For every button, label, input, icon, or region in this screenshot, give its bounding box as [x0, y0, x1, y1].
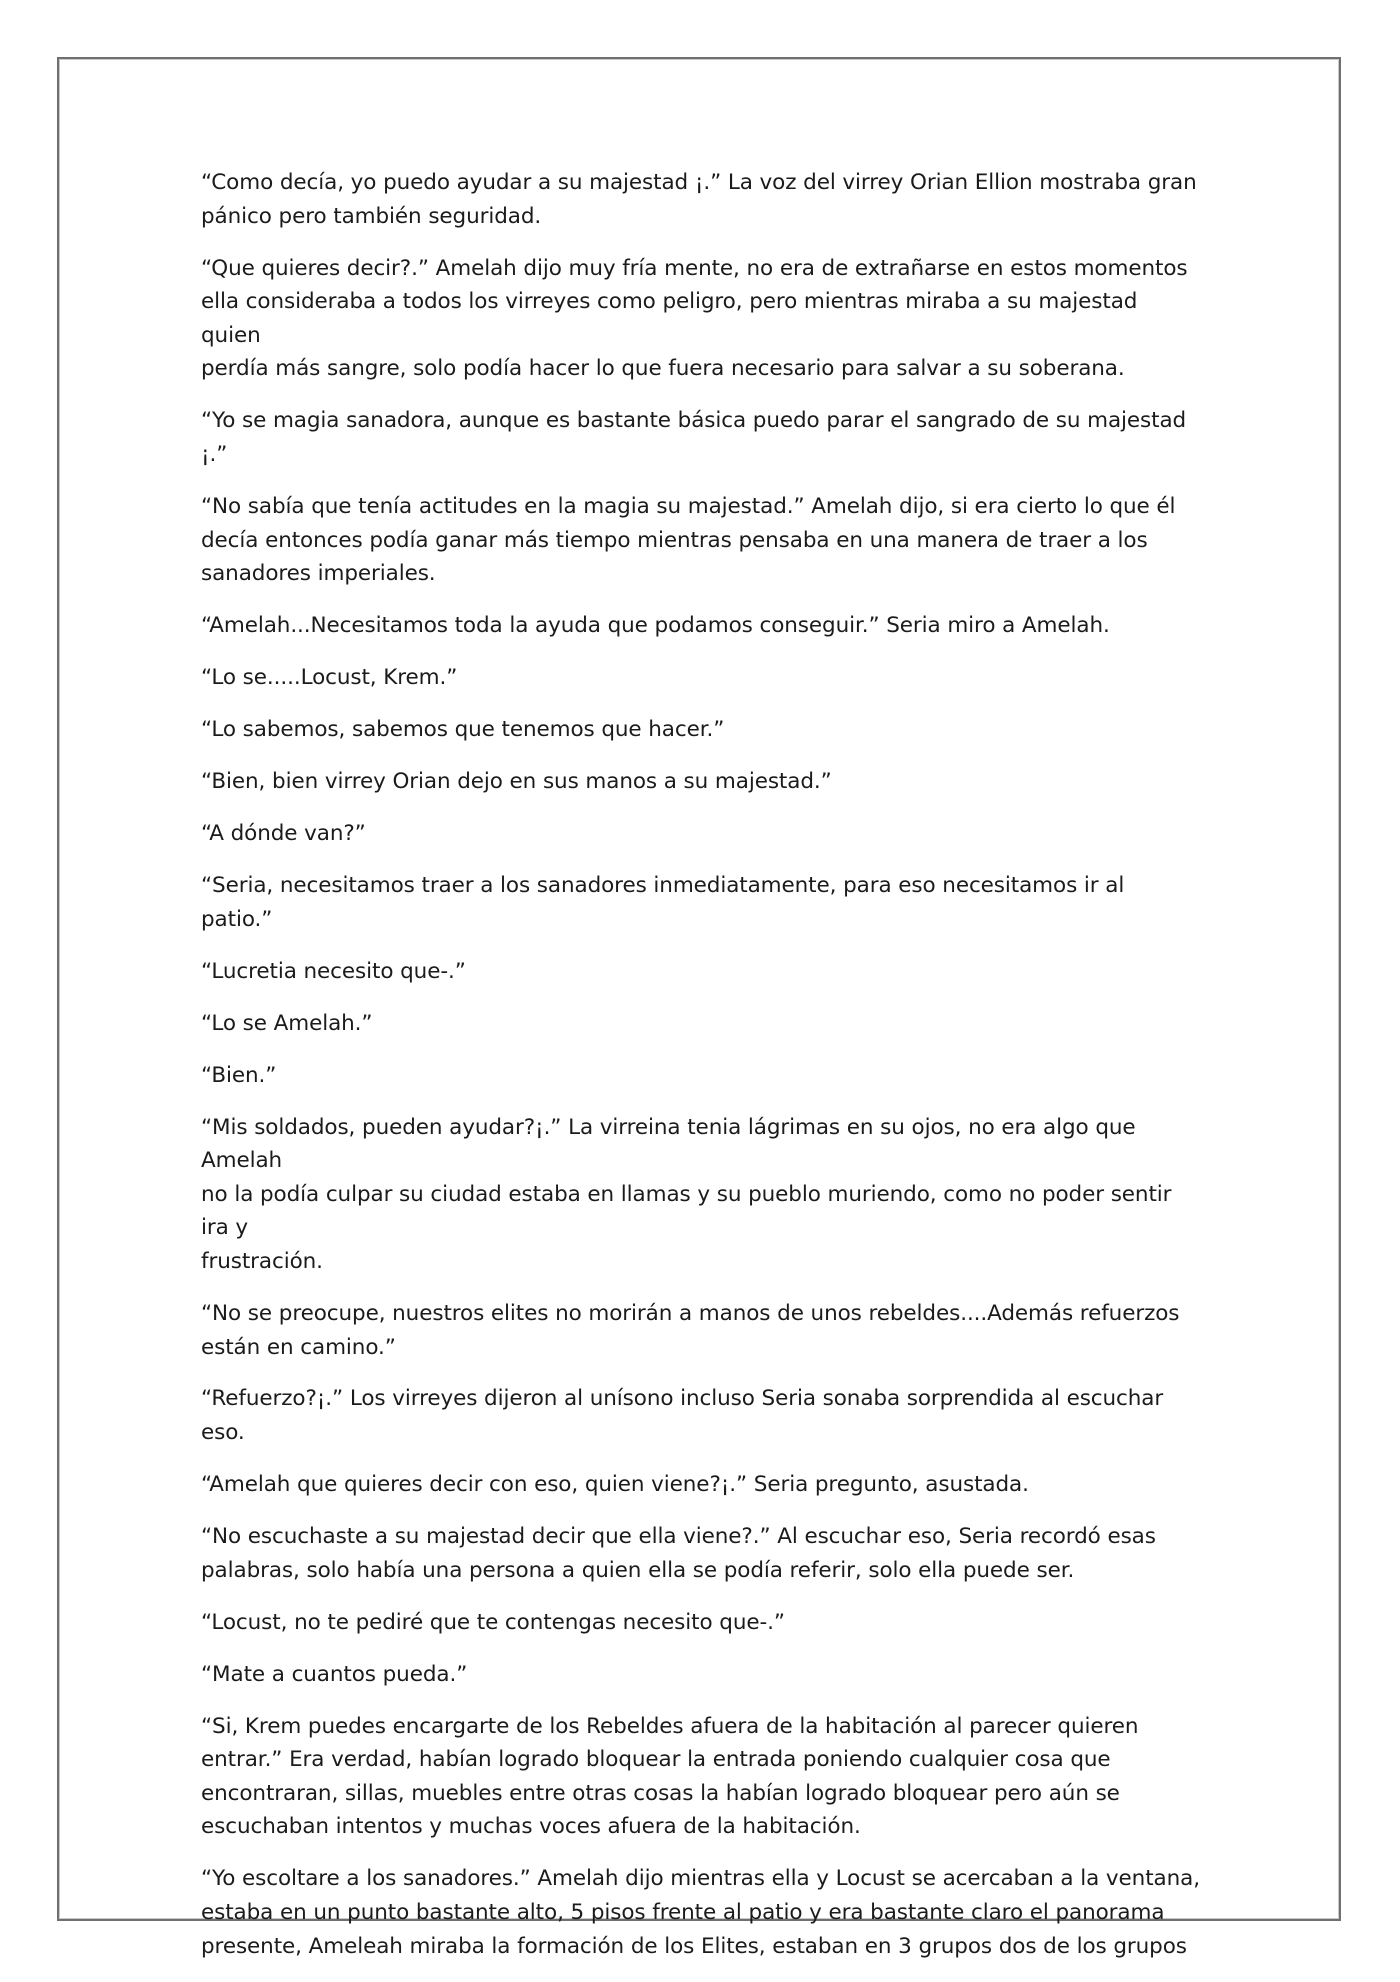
paragraph: “Locust, no te pediré que te contengas necesito que-.” — [201, 1609, 785, 1635]
document-body — [201, 166, 1201, 1982]
paragraph: “Yo se magia sanadora, aunque es bastante básica puedo parar el sangrado de su majestad ¡.” — [201, 408, 1187, 467]
paragraph: “Lo se Amelah.” — [201, 1010, 373, 1036]
paragraph: “Bien, bien virrey Orian dejo en sus manos a su majestad.” — [201, 769, 832, 795]
paragraph: “Yo escoltare a los sanadores.” Amelah dijo mientras ella y Locust se acercaban a la ventana, estaba en un punto bastante alto, 5 pisos frente al patio y era bastante claro el panorama presente, Ameleah miraba la formación de los Elites, estaban en 3 grupos dos de los grupos — [201, 1866, 1200, 1959]
paragraph: “Lucretia necesito que-.” — [201, 958, 466, 984]
paragraph: “Mis soldados, pueden ayudar?¡.” La virreina tenia lágrimas en su ojos, no era algo que Amelah no la podía culpar su ciudad estaba en llamas y su pueblo muriendo, como no poder sentir ira y frustración. — [201, 1114, 1172, 1274]
paragraph: “No escuchaste a su majestad decir que ella viene?.” Al escuchar eso, Seria recordó esas palabras, solo había una persona a quien ella se podía referir, solo ella puede ser. — [201, 1524, 1156, 1583]
paragraph: “Mate a cuantos pueda.” — [201, 1661, 468, 1687]
paragraph: “Si, Krem puedes encargarte de los Rebeldes afuera de la habitación al parecer quieren entrar.” Era verdad, habían logrado bloquear la entrada poniendo cualquier cosa que encontraran, sillas, muebles entre otras cosas la habían logrado bloquear pero aún se escuchaban intentos y muchas voces afuera de la habitación. — [201, 1713, 1139, 1840]
paragraph: “Lo sabemos, sabemos que tenemos que hacer.” — [201, 717, 725, 743]
paragraph: “Amelah que quieres decir con eso, quien viene?¡.” Seria pregunto, asustada. — [201, 1472, 1029, 1498]
paragraph: “Seria, necesitamos traer a los sanadores inmediatamente, para eso necesitamos ir al patio.” — [201, 873, 1125, 932]
paragraph: “Amelah...Necesitamos toda la ayuda que podamos conseguir.” Seria miro a Amelah. — [201, 613, 1110, 639]
paragraph: “Como decía, yo puedo ayudar a su majestad ¡.” La voz del virrey Orian Ellion mostraba gran pánico pero también seguridad. — [201, 170, 1197, 229]
paragraph: “Que quieres decir?.” Amelah dijo muy fría mente, no era de extrañarse en estos momentos ella consideraba a todos los virreyes como peligro, pero mientras miraba a su majestad quien perdía más sangre, solo podía hacer lo que fuera necesario para salvar a su soberana. — [201, 255, 1188, 382]
paragraph: “Bien.” — [201, 1062, 277, 1088]
paragraph: “Lo se.....Locust, Krem.” — [201, 665, 458, 691]
paragraph: “No se preocupe, nuestros elites no morirán a manos de unos rebeldes....Además refuerzos están en camino.” — [201, 1300, 1180, 1360]
paragraph: “No sabía que tenía actitudes en la magia su majestad.” Amelah dijo, si era cierto lo que él decía entonces podía ganar más tiempo mientras pensaba en una manera de traer a los sanadores imperiales. — [201, 493, 1176, 587]
paragraph: “A dónde van?” — [201, 821, 366, 847]
paragraph: “Refuerzo?¡.” Los virreyes dijeron al unísono incluso Seria sonaba sorprendida al escuchar eso. — [201, 1386, 1164, 1446]
